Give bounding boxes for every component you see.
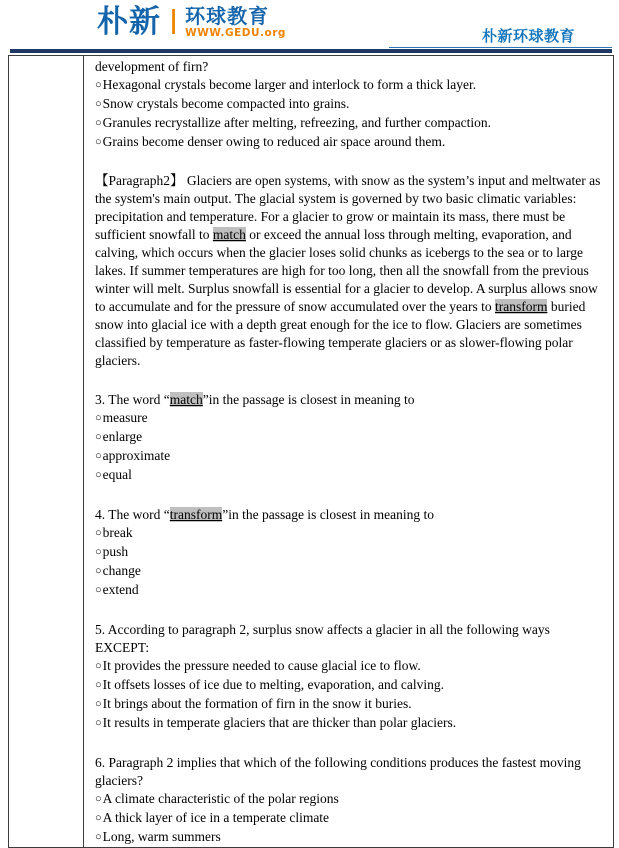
text-run: 【Paragraph2】 Glaciers are open systems, with snow as the system’s input and meltwater as the system's main output. The glacial system is governed by two basic climatic variables: precipitation and temperature. For a glacier to grow or maintain its mass, there must be sufficient snowfall to <box>95 173 601 242</box>
option-bullet-icon: ○ <box>95 117 102 129</box>
option-bullet-icon: ○ <box>95 717 102 729</box>
answer-option[interactable] <box>95 562 605 581</box>
logo-right-block <box>185 2 286 39</box>
answer-option[interactable] <box>95 828 605 847</box>
answer-option[interactable] <box>95 543 605 562</box>
option-bullet-icon: ○ <box>95 450 102 462</box>
text-run: 4. The word “ <box>95 507 170 522</box>
brand-logo <box>97 2 286 42</box>
question-6-stem <box>95 754 605 790</box>
highlighted-word: match <box>169 392 203 407</box>
logo-separator: | <box>169 5 179 34</box>
option-bullet-icon: ○ <box>95 584 102 596</box>
text-run: change <box>102 563 141 578</box>
text-run: It offsets losses of ice due to melting, evaporation, and calving. <box>102 677 444 692</box>
header-rule <box>10 49 612 53</box>
option-bullet-icon: ○ <box>95 831 102 843</box>
highlighted-word: match <box>212 227 246 242</box>
answer-option[interactable] <box>95 695 605 714</box>
option-bullet-icon: ○ <box>95 660 102 672</box>
text-run: Granules recrystallize after melting, refreezing, and further compaction. <box>102 115 491 130</box>
passage-paragraph-2 <box>95 172 605 370</box>
text-run: A climate characteristic of the polar regions <box>102 791 339 806</box>
text-run: ”in the passage is closest in meaning to <box>202 392 415 407</box>
text-run: Grains become denser owing to reduced air space around them. <box>102 134 446 149</box>
answer-option[interactable] <box>95 809 605 828</box>
option-bullet-icon: ○ <box>95 812 102 824</box>
page-header <box>0 0 619 49</box>
answer-option[interactable] <box>95 447 605 466</box>
question-3-stem <box>95 391 605 409</box>
answer-option[interactable] <box>95 133 605 152</box>
answer-option[interactable] <box>95 114 605 133</box>
answer-option[interactable] <box>95 466 605 485</box>
text-run: push <box>102 544 129 559</box>
text-run: development of firn? <box>95 59 209 74</box>
blank-line-spacer <box>95 370 605 391</box>
text-run: It brings about the formation of firn in the snow it buries. <box>102 696 412 711</box>
header-title: 朴新环球教育 <box>481 27 575 45</box>
answer-option[interactable] <box>95 409 605 428</box>
option-bullet-icon: ○ <box>95 679 102 691</box>
text-run: It provides the pressure needed to cause glacial ice to flow. <box>102 658 421 673</box>
highlighted-word: transform <box>169 507 223 522</box>
text-run: Snow crystals become compacted into grains. <box>102 96 350 111</box>
answer-option[interactable] <box>95 524 605 543</box>
answer-option[interactable] <box>95 714 605 733</box>
option-bullet-icon: ○ <box>95 698 102 710</box>
table-left-cell <box>9 56 84 847</box>
text-run: Hexagonal crystals become larger and interlock to form a thick layer. <box>102 77 477 92</box>
text-run: break <box>102 525 133 540</box>
answer-option[interactable] <box>95 676 605 695</box>
text-run: equal <box>102 467 132 482</box>
answer-option[interactable] <box>95 95 605 114</box>
option-bullet-icon: ○ <box>95 79 102 91</box>
text-run: extend <box>102 582 139 597</box>
content-table <box>8 55 614 848</box>
option-bullet-icon: ○ <box>95 431 102 443</box>
blank-line-spacer <box>95 733 605 754</box>
blank-line-spacer <box>95 600 605 621</box>
answer-option[interactable] <box>95 76 605 95</box>
option-bullet-icon: ○ <box>95 527 102 539</box>
header-rule-dark-line <box>10 49 612 53</box>
question-5-stem <box>95 621 605 657</box>
text-run: 5. According to paragraph 2, surplus snow affects a glacier in all the following ways EXCEPT: <box>95 622 550 655</box>
text-run: buried snow into glacial ice with a depth great enough for the ice to flow. Glaciers are sometimes classified by temperature as faster-flowing temperate glaciers or as slower-flowing polar glaciers. <box>95 299 586 368</box>
option-bullet-icon: ○ <box>95 565 102 577</box>
text-run: A thick layer of ice in a temperate climate <box>102 810 330 825</box>
text-run: or exceed the annual loss through melting, evaporation, and calving, which occurs when the glacier loses solid chunks as icebergs to the sea or to large lakes. If summer temperatures are high for too long, then all the snowfall from the previous winter will melt. Surplus snowfall is essential for a glacier to develop. A surplus allows snow to accumulate and for the pressure of snow accumulated over the years to <box>95 227 598 314</box>
highlighted-word: transform <box>494 299 548 314</box>
question-stem-tail <box>95 58 605 76</box>
header-rule-light-line <box>389 47 612 48</box>
text-run: ”in the passage is closest in meaning to <box>222 507 435 522</box>
answer-option[interactable] <box>95 657 605 676</box>
option-bullet-icon: ○ <box>95 136 102 148</box>
logo-url-text: WWW.GEDU.org <box>185 27 286 39</box>
answer-option[interactable] <box>95 428 605 447</box>
logo-brand-cn: 朴新 <box>97 4 161 40</box>
option-bullet-icon: ○ <box>95 469 102 481</box>
blank-line-spacer <box>95 152 605 172</box>
option-bullet-icon: ○ <box>95 412 102 424</box>
text-run: enlarge <box>102 429 143 444</box>
text-run: It results in temperate glaciers that are thicker than polar glaciers. <box>102 715 457 730</box>
answer-option[interactable] <box>95 581 605 600</box>
option-bullet-icon: ○ <box>95 546 102 558</box>
text-run: Long, warm summers <box>102 829 221 844</box>
question-4-stem <box>95 506 605 524</box>
answer-option[interactable] <box>95 790 605 809</box>
text-run: 6. Paragraph 2 implies that which of the following conditions produces the fastest moving glaciers? <box>95 755 581 788</box>
option-bullet-icon: ○ <box>95 793 102 805</box>
text-run: approximate <box>102 448 171 463</box>
blank-line-spacer <box>95 485 605 506</box>
table-main-cell <box>84 56 613 847</box>
text-run: 3. The word “ <box>95 392 170 407</box>
option-bullet-icon: ○ <box>95 98 102 110</box>
logo-brand-name: 环球教育 <box>185 4 270 28</box>
text-run: measure <box>102 410 148 425</box>
content-blocks <box>95 58 605 847</box>
